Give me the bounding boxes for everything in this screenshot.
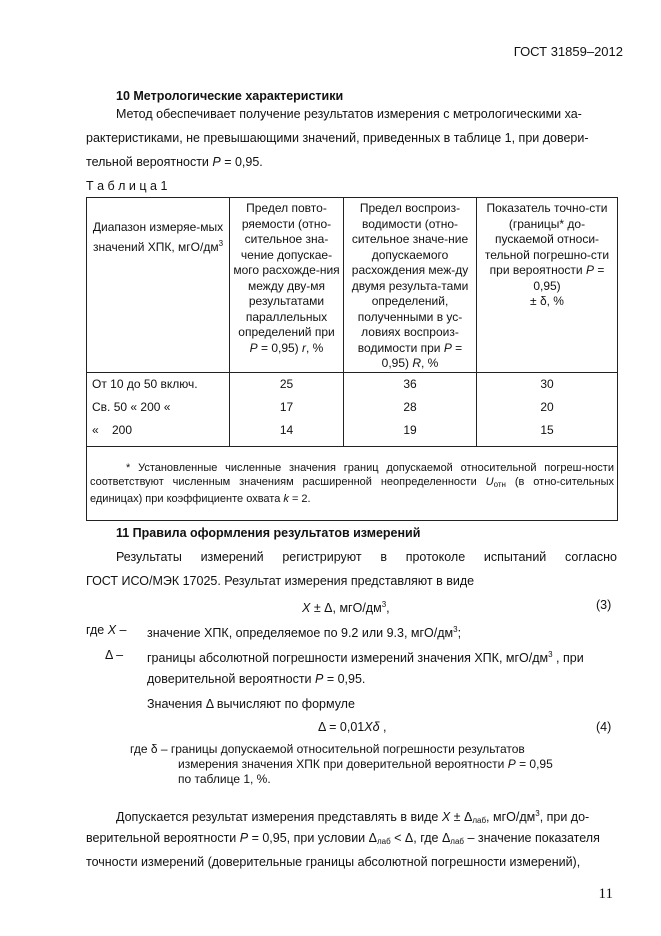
section-11-para2-line1: Допускается результат измерения представлять в виде $X \pm \Delta_{лаб}$, мгО/$дм^3$, при до- [116,809,590,825]
where-delta-small: где δ – границы допускаемой относительной погрешности результатов измерения значения ХПК при доверительной вероятности P = 0,95 по таблице 1, %. [130,742,553,786]
where-delta-line1: границы абсолютной погрешности измерений значения ХПК, мгО/$дм^3$ , при [147,650,584,665]
cell-r: 17 [230,396,344,419]
section-10-para-line1: Метод обеспечивает получение результатов измерения с метрологическими ха- [116,107,582,121]
cell-range: От 10 до 50 включ. [87,372,230,396]
header-range: Диапазон измеряе-мых значений ХПК, мгО/$дм^3$ [87,198,230,373]
section-10-para-line2: рактеристиками, не превышающими значений, приведенных в таблице 1, при довери- [86,131,589,145]
table-footnote-row [87,447,618,521]
cell-R: 19 [344,419,477,447]
section-10-title: 10 Метрологические характеристики [116,89,344,103]
table-caption: Т а б л и ц а 1 [86,179,168,193]
formula-4-number: (4) [596,720,612,734]
header-accuracy: Показатель точно-сти (границы* до-пускаемой относи-тельной погрешно-сти при вероятности P = 0,95) ± δ, % [477,198,618,373]
formula-4: Δ = 0,01Xδ , [318,720,387,734]
where-delta-line2: доверительной вероятности P = 0,95. [147,672,366,686]
where-x-text: значение ХПК, определяемое по 9.2 или 9.3, мгО/$дм^3$; [147,625,462,640]
section-11-title: 11 Правила оформления результатов измерений [116,526,421,540]
table-footnote: * Установленные численные значения границ допускаемой относительной погреш-ности соответствуют численным значениям расширенной неопределенности $U_{отн}$ (в отно-сительных единицах) при коэффициенте охвата k = 2. [87,447,618,521]
cell-R: 28 [344,396,477,419]
cell-delta: 30 [477,372,618,396]
header-reproducibility: Предел воспроиз-водимости (отно-сительное значе-ние допускаемого расхождения меж-ду двумя результа-тами определений, полученными в ус-ловиях воспроиз-водимости при P = 0,95) R, % [344,198,477,373]
metrology-table [86,197,618,521]
cell-r: 25 [230,372,344,396]
calc-text: Значения Δ вычисляют по формуле [147,697,355,711]
section-11-para1-line1: Результаты измерений регистрируют в протоколе испытаний согласно [116,550,617,564]
cell-R: 36 [344,372,477,396]
table-row [87,419,618,447]
formula-3-number: (3) [596,598,612,612]
cell-r: 14 [230,419,344,447]
header-repeatability: Предел повто-ряемости (отно-сительное зна-чение допускае-мого расхожде-ния между дву-мя результатами параллельных определений при P = 0,95) r, % [230,198,344,373]
section-11-para2-line2: верительной вероятности P = 0,95, при условии $\Delta_{лаб} < \Delta$, где $\Delta_{лаб}$ – значение показателя [86,831,600,846]
cell-delta: 15 [477,419,618,447]
formula-3: X ± Δ, мгО/$дм^3$, [302,600,390,615]
where-x-label: где X – [86,623,127,637]
table-header-row [87,198,618,373]
cell-range: « 200 [87,419,230,447]
table-row [87,396,618,419]
document-code: ГОСТ 31859–2012 [513,44,623,59]
cell-range: Св. 50 « 200 « [87,396,230,419]
section-11-para2-line3: точности измерений (доверительные границы абсолютной погрешности измерений), [86,855,581,869]
table-row [87,372,618,396]
section-11-para1-line2: ГОСТ ИСО/МЭК 17025. Результат измерения представляют в виде [86,574,475,588]
section-10-para-line3: тельной вероятности P = 0,95. [86,155,263,169]
page-number: 11 [598,886,613,902]
cell-delta: 20 [477,396,618,419]
where-delta-label: Δ – [105,648,124,662]
